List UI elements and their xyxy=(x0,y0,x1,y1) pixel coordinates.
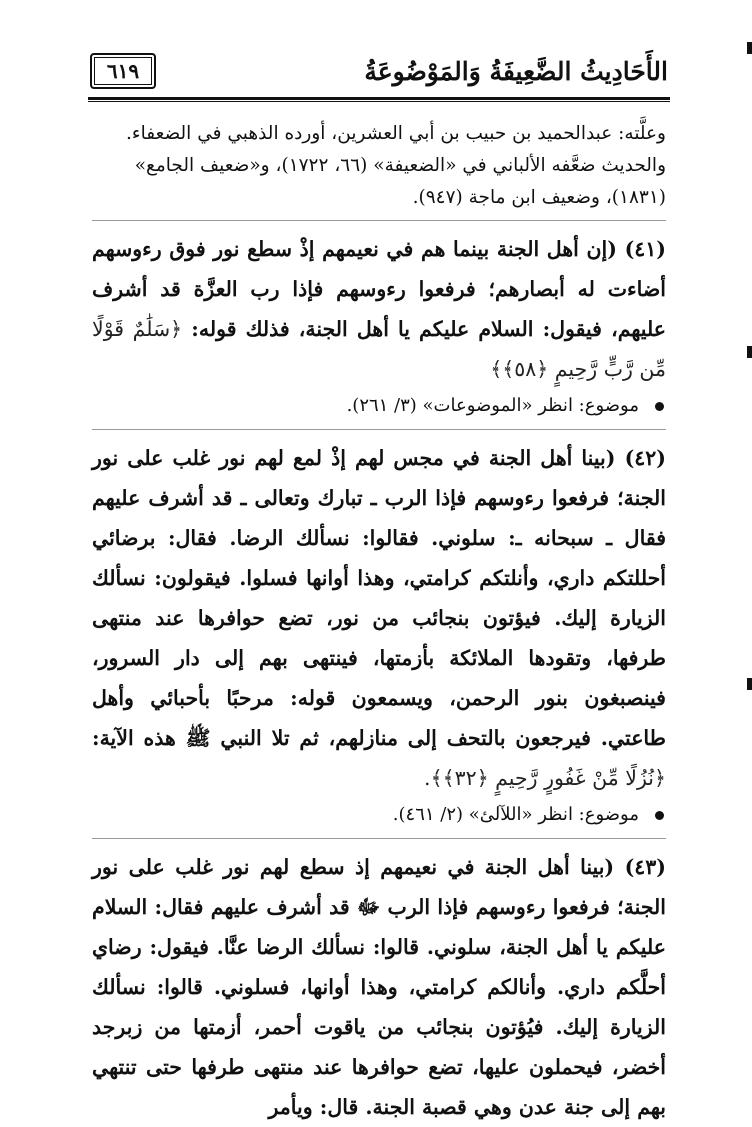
hadith-42-verdict: موضوع: انظر «اللآلئ» (٢/ ٤٦١). xyxy=(392,804,639,825)
hadith-43-text: (بينا أهل الجنة في نعيمهم إذ سطع لهم نور غلب على نور الجنة؛ فرفعوا رءوسهم فإذا الرب ﷻ قد أشرف عليهم فقال: السلام عليكم يا أهل الجنة، سلوني. قالوا: نسألك الرضا عنَّا. فيقول: رضاي أحلَّكم داري. وأنالكم كرامتي، وهذا أوانها، فسلوني. قالوا: نسألك الزيارة إليك. فيُؤتون بنجائب من ياقوت أحمر، أزمتها من زبرجد أخضر، فيحملون عليها، تضع حوافرها عند منتهى طرفها حتى تنتهي بهم إلى جنة عدن وهي قصبة الجنة. قال: ويأمر xyxy=(92,855,666,1119)
hadith-43 xyxy=(92,847,666,1127)
hadith-43-number: (٤٣) xyxy=(624,855,666,879)
header-rule-thin xyxy=(88,101,670,102)
divider xyxy=(92,838,666,839)
edge-mark xyxy=(747,42,752,54)
header-rule xyxy=(88,97,670,100)
running-title: الأَحَادِيثُ الضَّعِيفَةُ وَالمَوْضُوعَةُ xyxy=(364,56,668,86)
hadith-42-verdict-row xyxy=(92,798,666,832)
hadith-41-number: (٤١) xyxy=(624,237,666,261)
page-body xyxy=(92,118,666,1127)
hadith-41-verse: ﴿سَلَٰمٌ قَوْلًا مِّن رَّبٍّ رَّحِيمٍ ﴿٥٨﴾﴾ xyxy=(92,317,666,381)
hadith-42 xyxy=(92,438,666,798)
edge-mark xyxy=(747,678,752,690)
hadith-42-verse: ﴿نُزُلًا مِّنْ غَفُورٍ رَّحِيمٍ ﴿٣٢﴾﴾. xyxy=(424,766,666,790)
hadith-41-verdict: موضوع: انظر «الموضوعات» (٣/ ٢٦١). xyxy=(346,395,639,416)
hadith-41-text: (إن أهل الجنة بينما هم في نعيمهم إذْ سطع نور فوق رءوسهم أضاءت له أبصارهم؛ فرفعوا رءوسهم فإذا رب العزَّة قد أشرف عليهم، فيقول: السلام عليكم يا أهل الجنة، فذلك قوله: xyxy=(92,237,667,341)
bullet-icon xyxy=(655,811,664,820)
intro-line-2: والحديث ضعَّفه الألباني في «الضعيفة» (٦٦، ١٧٢٢)، و«ضعيف الجامع» xyxy=(134,155,666,176)
hadith-42-number: (٤٢) xyxy=(624,446,666,470)
hadith-41 xyxy=(92,229,666,389)
divider xyxy=(92,429,666,430)
edge-mark xyxy=(747,346,752,358)
hadith-42-text: (بينا أهل الجنة في مجس لهم إذْ لمع لهم نور غلب على نور الجنة؛ فرفعوا رءوسهم فإذا الرب ـ تبارك وتعالى ـ قد أشرف عليهم فقال ـ سبحانه ـ: سلوني. فقالوا: نسألك الرضا. فقال: برضائي أحللتكم داري، وأنلتكم كرامتي، وهذا أوانها فسلوا. فيقولون: نسألك الزيارة إليك. فيؤتون بنجائب من نور، تضع حوافرها عند منتهى طرفها، وتقودها الملائكة بأزمتها، فينتهى بهم إلى دار السرور، فينصبغون بنور الرحمن، ويسمعون قوله: مرحبًا بأحبائي وأهل طاعتي. فيرجعون بالتحف إلى منازلهم، ثم تلا النبي ﷺ هذه الآية: xyxy=(92,446,666,750)
divider xyxy=(92,220,666,221)
hadith-41-verdict-row xyxy=(92,389,666,423)
page-header xyxy=(90,48,668,94)
bullet-icon xyxy=(655,402,664,411)
intro-line-1: وعلَّته: عبدالحميد بن حبيب بن أبي العشرين، أورده الذهبي في الضعفاء. xyxy=(126,123,666,144)
page-number: ٦١٩ xyxy=(90,53,156,89)
intro-line-3: (١٨٣١)، وضعيف ابن ماجة (٩٤٧). xyxy=(412,187,666,208)
